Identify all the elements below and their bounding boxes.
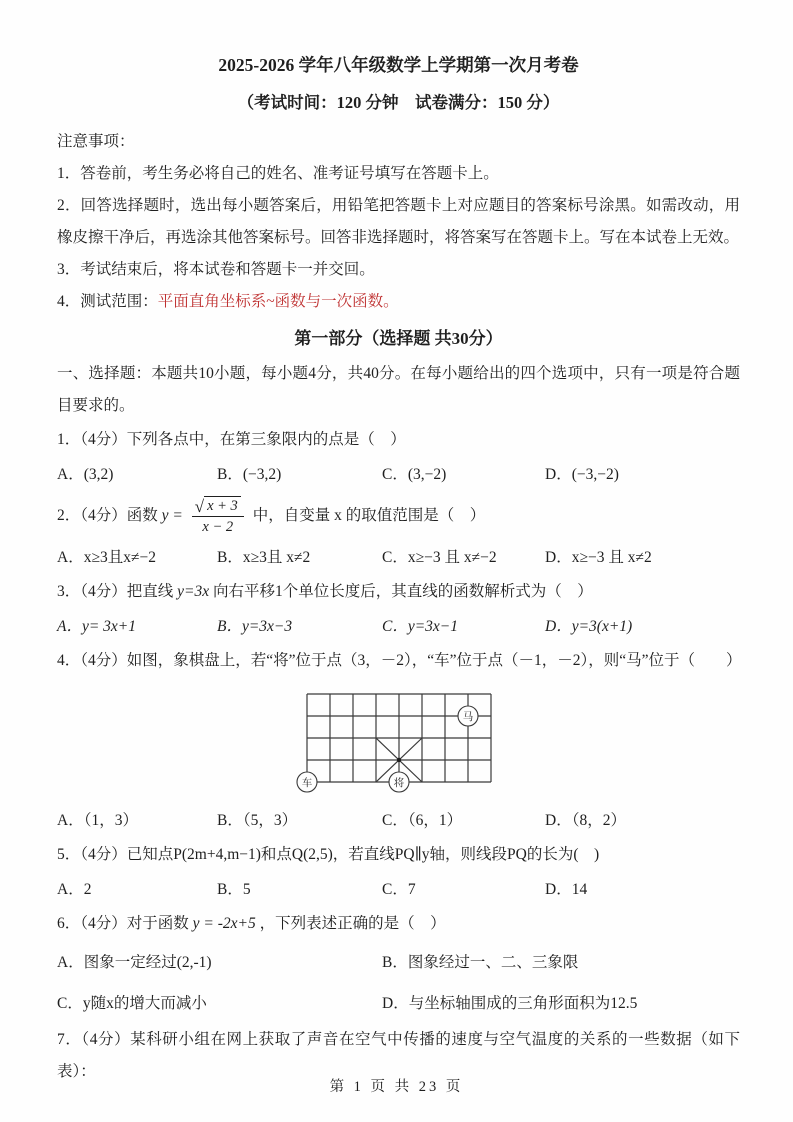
question-6-math: y = -2x+5 [192, 915, 256, 932]
piece-chariot-label: 车 [301, 778, 312, 789]
board-cross-center-dot [396, 758, 400, 762]
radicand: x + 3 [204, 496, 241, 515]
question-4-options [57, 805, 740, 837]
question-2-stem-post: 中，自变量 x 的取值范围是（ ） [252, 507, 486, 524]
question-2-options [57, 542, 740, 574]
question-3-option-c: C．y=3x−1 [382, 618, 459, 635]
question-2-stem [57, 493, 740, 539]
question-5-option-b: B．5 [217, 881, 251, 898]
question-3-option-d: D．y=3(x+1) [545, 618, 633, 635]
question-1-option-a: A．(3,2) [57, 466, 114, 483]
question-4-stem: 4．（4分）如图，象棋盘上，若“将”位于点（3，－2），“车”位于点（－1，－2），则“马”位于（ ） [57, 652, 742, 669]
question-2-stem-pre: 2．（4分）函数 [57, 507, 158, 524]
piece-horse-label: 马 [462, 712, 473, 723]
question-1-option-c: C．(3,−2) [382, 466, 447, 483]
question-3-options [57, 611, 740, 643]
question-1-options [57, 459, 740, 491]
question-5-option-a: A．2 [57, 881, 92, 898]
question-6-options-row-2 [57, 985, 740, 1022]
question-1-stem: 1．（4分）下列各点中，在第三象限内的点是（ ） [57, 431, 406, 448]
question-3-stem [57, 576, 740, 608]
question-1-option-d: D．(−3,−2) [545, 466, 619, 483]
question-4-option-b: B．（5，3） [217, 812, 298, 829]
fraction-numerator [192, 496, 244, 517]
page-subtitle: （考试时间：120 分钟 试卷满分：150 分） [237, 93, 560, 112]
question-3-stem-post: 向右平移1个单位长度后，其直线的函数解析式为（ ） [212, 583, 593, 600]
fraction-denominator: x − 2 [202, 519, 234, 536]
notice-item-1: 1．答卷前，考生务必将自己的姓名、准考证号填写在答题卡上。 [57, 165, 499, 182]
question-3-stem-pre: 3．（4分）把直线 [57, 583, 174, 600]
question-2-option-c: C．x≥−3 且 x≠−2 [382, 549, 497, 566]
notice-section [57, 126, 740, 318]
question-4-option-c: C．（6，1） [382, 812, 463, 829]
question-1-option-b: B．(−3,2) [217, 466, 282, 483]
notice-item-4 [57, 286, 740, 318]
page-number-footer: 第 1 页 共 23 页 [329, 1079, 464, 1095]
question-6-option-a: A．图象一定经过(2,-1) [57, 954, 212, 971]
question-5-option-c: C．7 [382, 881, 416, 898]
chessboard-figure [57, 682, 740, 801]
notice-item-4-prefix: 4．测试范围： [57, 293, 158, 310]
question-3-math: y=3x [177, 583, 210, 600]
question-2-option-d: D．x≥−3 且 x≠2 [545, 549, 652, 566]
question-6-option-d: D．与坐标轴围成的三角形面积为12.5 [382, 995, 638, 1012]
question-6-option-b: B．图象经过一、二、三象限 [382, 954, 579, 971]
question-3-option-b: B．y=3x−3 [217, 618, 293, 635]
question-6-option-c: C．y随x的增大而减小 [57, 995, 207, 1012]
question-5-stem: 5．（4分）已知点P(2m+4,m−1)和点Q(2,5)，若直线PQ∥y轴，则线段PQ的长为( ) [57, 846, 600, 863]
question-5-option-d: D．14 [545, 881, 588, 898]
question-5-options [57, 874, 740, 906]
piece-chariot [297, 772, 317, 792]
notice-item-2: 2．回答选择题时，选出每小题答案后，用铅笔把答题卡上对应题目的答案标号涂黑。如需改动，用橡皮擦干净后，再选涂其他答案标号。回答非选择题时，将答案写在答题卡上。写在本试卷上无效。 [57, 197, 740, 246]
question-2-fraction [192, 496, 244, 536]
question-4-option-d: D．（8，2） [545, 812, 626, 829]
question-2-option-b: B．x≥3且 x≠2 [217, 549, 311, 566]
question-6-stem-post: ，下列表述正确的是（ ） [259, 915, 446, 932]
question-3-option-a: A．y= 3x+1 [57, 618, 137, 635]
chessboard-svg [295, 682, 503, 796]
question-6-stem [57, 908, 740, 940]
question-2-option-a: A．x≥3且x≠−2 [57, 549, 156, 566]
notice-item-3: 3．考试结束后，将本试卷和答题卡一并交回。 [57, 261, 375, 278]
question-7-stem: 7．（4分）某科研小组在网上获取了声音在空气中传播的速度与空气温度的关系的一些数据（如下表）： [57, 1031, 740, 1080]
question-4-option-a: A．（1，3） [57, 812, 138, 829]
question-2-math-lhs: y = [161, 507, 183, 524]
page-title: 2025-2026 学年八年级数学上学期第一次月考卷 [218, 55, 579, 75]
piece-general [389, 772, 409, 792]
notice-heading: 注意事项： [57, 133, 135, 150]
section-one-header: 第一部分（选择题 共30分） [294, 329, 503, 348]
piece-horse [458, 706, 478, 726]
radical-sign: √ [194, 496, 205, 516]
section-one-intro: 一、选择题：本题共10小题，每小题4分，共40分。在每小题给出的四个选项中，只有一项是符合题目要求的。 [57, 365, 740, 414]
question-6-stem-pre: 6．（4分）对于函数 [57, 915, 189, 932]
notice-item-4-scope: 平面直角坐标系~函数与一次函数。 [157, 293, 399, 310]
question-6-options-row-1 [57, 944, 740, 981]
piece-general-label: 将 [393, 778, 404, 789]
